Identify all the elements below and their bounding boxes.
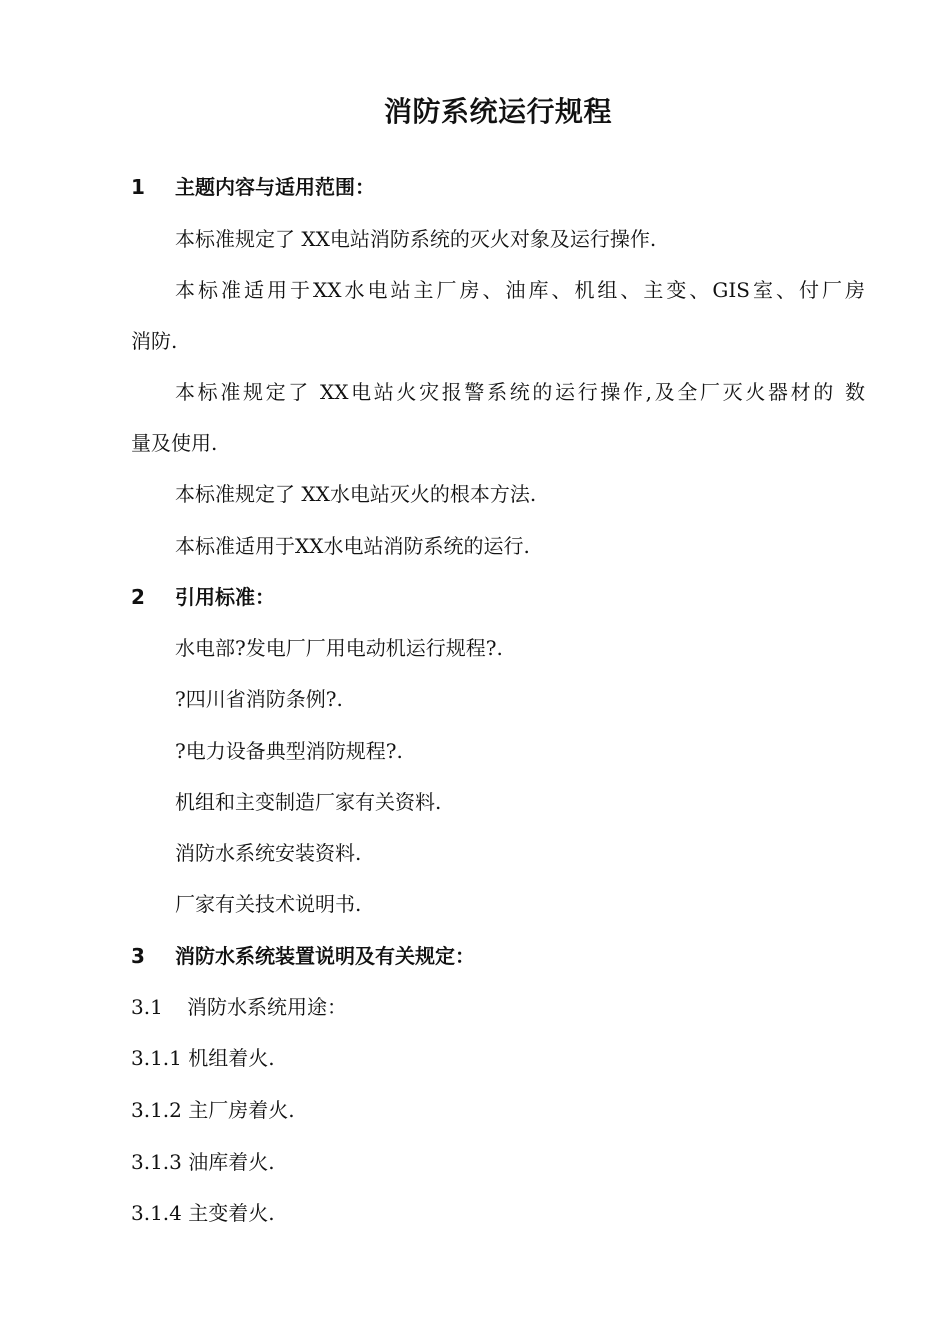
paragraph-line: 消防. — [131, 329, 178, 353]
item-text: 主变着火. — [188, 1201, 275, 1225]
reference-item: 消防水系统安装资料. — [175, 841, 362, 865]
item-number: 3.1.3 — [131, 1150, 182, 1174]
paragraph: 本标准规定了 XX电站消防系统的灭火对象及运行操作. — [175, 227, 657, 251]
document-title: 消防系统运行规程 — [383, 95, 612, 128]
subsection-title: 消防水系统用途： — [187, 995, 347, 1019]
section-title: 消防水系统装置说明及有关规定： — [175, 944, 475, 968]
list-item — [131, 1147, 871, 1177]
reference-item: ?电力设备典型消防规程?. — [175, 739, 403, 763]
section-number: 3 — [131, 944, 145, 968]
subsection-3-1 — [131, 992, 871, 1022]
item-number: 3.1.4 — [131, 1201, 182, 1225]
paragraph: 本标准适用于XX水电站消防系统的运行. — [175, 534, 530, 558]
reference-item: 机组和主变制造厂家有关资料. — [175, 790, 442, 814]
list-item — [131, 1095, 871, 1125]
section-3-heading — [131, 941, 871, 971]
subsection-number: 3.1 — [131, 995, 163, 1019]
reference-item: 水电部?发电厂厂用电动机运行规程?. — [175, 636, 503, 660]
reference-item: ?四川省消防条例?. — [175, 687, 343, 711]
paragraph: 本标准规定了 XX水电站灭火的根本方法. — [175, 482, 537, 506]
section-1-heading — [131, 172, 871, 202]
paragraph-line: 本标准规定了 XX电站火灾报警系统的运行操作,及全厂灭火器材的 数 — [175, 380, 865, 404]
item-text: 主厂房着火. — [188, 1098, 295, 1122]
section-title: 引用标准： — [175, 585, 275, 609]
section-number: 1 — [131, 175, 145, 199]
section-2-heading — [131, 582, 871, 612]
item-number: 3.1.2 — [131, 1098, 182, 1122]
item-text: 油库着火. — [188, 1150, 275, 1174]
list-item — [131, 1043, 871, 1073]
paragraph-line: 量及使用. — [131, 431, 218, 455]
reference-item: 厂家有关技术说明书. — [175, 892, 362, 916]
paragraph-line: 本标准适用于XX水电站主厂房、油库、机组、主变、GIS室、付厂房 — [175, 278, 865, 302]
section-number: 2 — [131, 585, 145, 609]
item-number: 3.1.1 — [131, 1046, 182, 1070]
list-item — [131, 1198, 871, 1228]
item-text: 机组着火. — [188, 1046, 275, 1070]
section-title: 主题内容与适用范围： — [175, 175, 375, 199]
